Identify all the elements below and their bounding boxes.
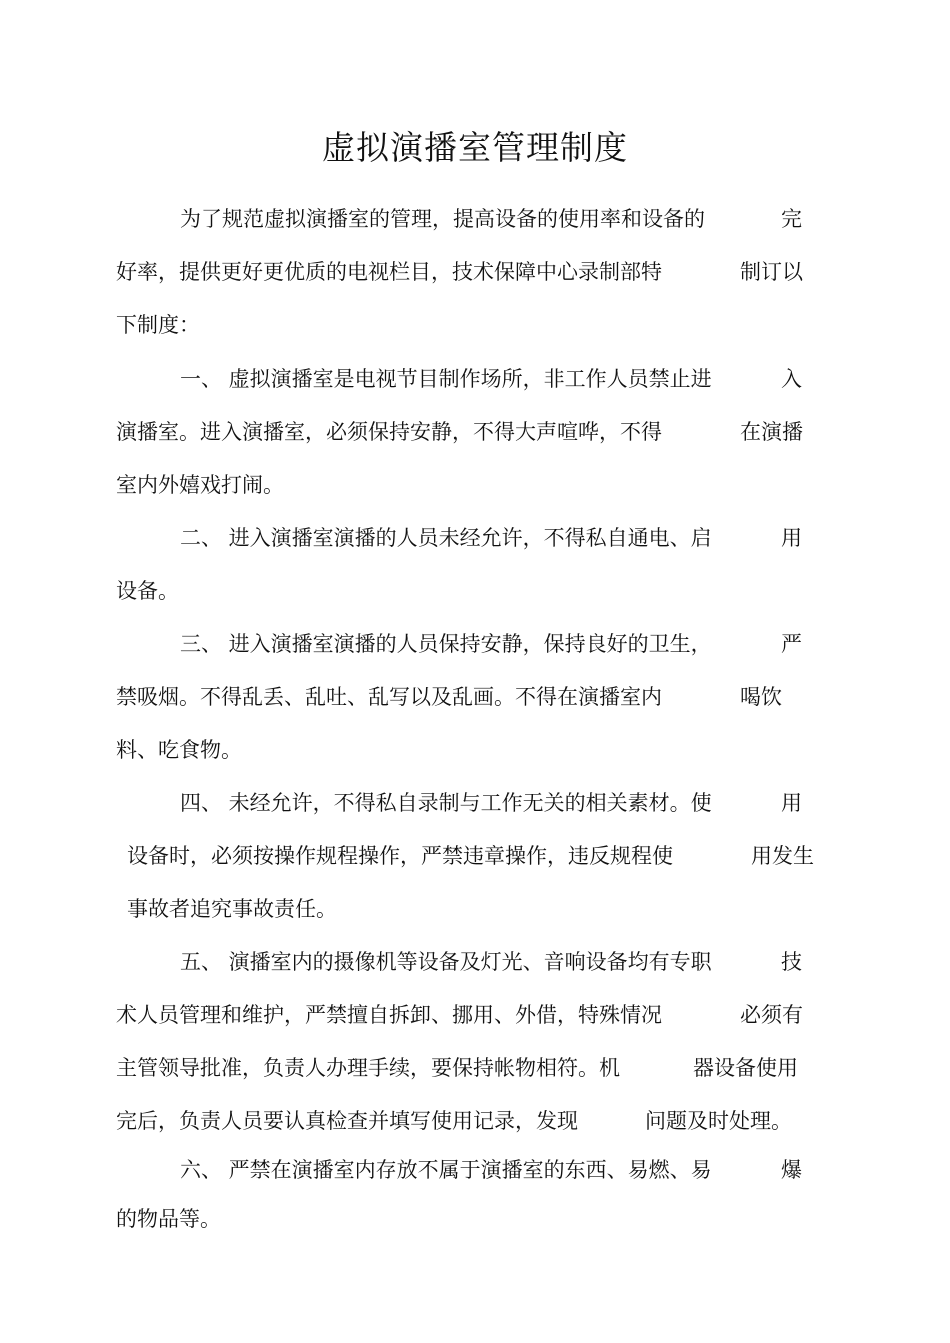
section-3-line-3: 料、吃食物。 [116, 738, 242, 762]
section-5-line-1: 五、 演播室内的摄像机等设备及灯光、音响设备均有专职 [180, 950, 712, 974]
section-1-line-2: 演播室。进入演播室，必须保持安静，不得大声喧哗，不得 [116, 420, 662, 444]
section-4-line-1: 四、 未经允许，不得私自录制与工作无关的相关素材。使 [180, 791, 712, 815]
section-5-line-3: 主管领导批准，负责人办理手续，要保持帐物相符。机 [116, 1056, 620, 1080]
section-5-line-1-tail: 技 [781, 950, 802, 974]
section-4-line-2: 设备时，必须按操作规程操作，严禁违章操作，违反规程使 [127, 844, 673, 868]
section-2-line-2: 设备。 [116, 579, 179, 603]
intro-line-1: 为了规范虚拟演播室的管理，提高设备的使用率和设备的 [180, 207, 705, 231]
section-6-line-1: 六、 严禁在演播室内存放不属于演播室的东西、易燃、易 [180, 1158, 712, 1182]
section-5-line-4: 完后，负责人员要认真检查并填写使用记录，发现 [116, 1109, 578, 1133]
section-5-line-2: 术人员管理和维护，严禁擅自拆卸、挪用、外借，特殊情况 [116, 1003, 662, 1027]
section-3-line-1-tail: 严 [781, 632, 802, 656]
section-6-line-1-tail: 爆 [781, 1158, 802, 1182]
document-title: 虚拟演播室管理制度 [322, 128, 628, 167]
section-1-line-3: 室内外嬉戏打闹。 [116, 473, 284, 497]
section-5-line-3-tail: 器设备使用 [693, 1056, 798, 1080]
section-4-line-3: 事故者追究事故责任。 [127, 897, 337, 921]
intro-line-1-tail: 完 [781, 207, 802, 231]
section-3-line-1: 三、 进入演播室演播的人员保持安静，保持良好的卫生， [180, 632, 712, 656]
section-1-line-1: 一、 虚拟演播室是电视节目制作场所，非工作人员禁止进 [180, 367, 712, 391]
section-3-line-2: 禁吸烟。不得乱丢、乱吐、乱写以及乱画。不得在演播室内 [116, 685, 662, 709]
section-1-line-1-tail: 入 [781, 367, 802, 391]
intro-line-2: 好率，提供更好更优质的电视栏目，技术保障中心录制部特 [116, 260, 662, 284]
section-3-line-2-tail: 喝饮 [740, 685, 782, 709]
section-4-line-1-tail: 用 [781, 791, 802, 815]
intro-line-3: 下制度： [116, 313, 200, 337]
section-5-line-2-tail: 必须有 [740, 1003, 803, 1027]
section-6-line-2: 的物品等。 [116, 1207, 221, 1231]
section-2-line-1-tail: 用 [781, 526, 802, 550]
section-2-line-1: 二、 进入演播室演播的人员未经允许，不得私自通电、启 [180, 526, 712, 550]
section-1-line-2-tail: 在演播 [740, 420, 803, 444]
section-4-line-2-tail: 用发生 [751, 844, 814, 868]
intro-line-2-tail: 制订以 [740, 260, 803, 284]
section-5-line-4-tail: 问题及时处理。 [645, 1109, 792, 1133]
